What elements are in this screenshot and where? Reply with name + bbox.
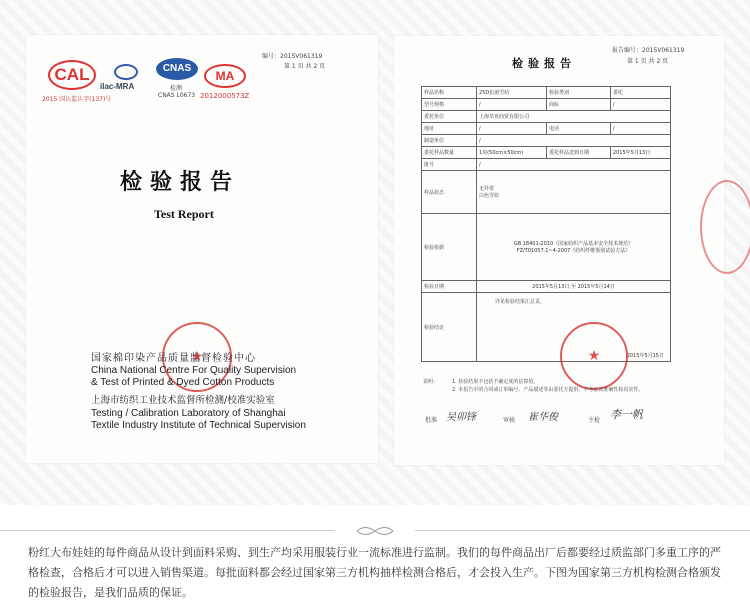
test-date-value: 2015年5月13日 至 2015年5月14日	[477, 281, 671, 293]
table-row	[422, 99, 671, 111]
cma-logo-caption: 2012000573Z	[200, 92, 250, 100]
cell-value: /	[477, 99, 547, 111]
cell-value: 25D抗菌雪纺	[477, 87, 547, 99]
test-date-label: 检验日期	[422, 281, 477, 293]
table-row	[422, 281, 671, 293]
sample-state-label: 样品状态	[422, 171, 477, 214]
report-table	[421, 86, 671, 362]
institution-name-cn-1: 国家棉印染产品质量监督检验中心	[91, 353, 256, 364]
cover-subtitle: Test Report	[154, 207, 214, 221]
divider-ornament-icon	[355, 524, 395, 538]
cell-value: 上海莘亚商贸有限公司	[477, 111, 671, 123]
divider-left	[0, 530, 335, 531]
review-signature: 崔华俊	[528, 412, 558, 423]
cell-label: 委托样品数量	[422, 147, 477, 159]
basis-label: 检验依据	[422, 214, 477, 281]
institution-name-en-2b: Textile Industry Institute of Technical Supervision	[91, 420, 306, 431]
cover-title: 检验报告	[120, 169, 241, 195]
review-label: 审核	[503, 417, 516, 424]
cell-value-2: /	[610, 99, 670, 111]
table-row	[422, 293, 671, 362]
divider-right	[415, 530, 750, 531]
table-row	[422, 135, 671, 147]
ilac-mra-logo: ilac-MRA	[100, 64, 152, 96]
cell-label: 委托单位	[422, 111, 477, 123]
cell-value: /	[477, 159, 671, 171]
detail-page-number: 第 1 页 共 2 页	[627, 58, 669, 65]
cell-value: /	[477, 123, 547, 135]
issue-date: 2015年5月15日	[626, 353, 664, 359]
institution-name-en-1b: & Test of Printed & Dyed Cotton Products	[91, 377, 275, 388]
cover-report-number: 编号：2015V061319	[262, 53, 323, 60]
cell-label: 样品名称	[422, 87, 477, 99]
conclusion-label: 检验结论	[422, 293, 477, 362]
main-test-signature: 李一帆	[610, 408, 643, 421]
approve-signature: 吴卯锋	[446, 412, 476, 423]
cell-label: 制造单位	[422, 135, 477, 147]
table-row	[422, 214, 671, 281]
basis-value: GB 18401-2010《国家纺织产品基本安全技术规范》 FZ/T01057.1~4-2007《纺织纤维鉴别试验方法》	[477, 214, 671, 281]
cell-value: /	[477, 135, 671, 147]
sample-state-value: 无异常 白色雪纺	[477, 171, 671, 214]
detail-red-seal	[560, 322, 628, 390]
remark-1: 1. 检验结果不包括不确定度的估算值。	[452, 379, 539, 385]
cell-label-2: 检验类别	[546, 87, 610, 99]
institution-name-en-1a: China National Centre For Quality Supervision	[91, 365, 297, 376]
quality-description: 粉红大布娃娃的每件商品从设计到面料采购、到生产均采用服装行业一流标准进行监制。我们的每件商品出厂后都要经过质监部门多重工序的严格检查，合格后才可以进入销售渠道。每批面料都会经过国家第三方机构抽样检测合格后，才会投入生产。下图为国家第三方机构检测合格颁发的检验报告，是我们品质的保证。	[28, 546, 721, 599]
table-row	[422, 123, 671, 135]
remark-2: 2. 本报告中的合同或订单编号、产品描述等由委托方提供，不考虑其准确性和真实性。	[452, 387, 644, 393]
institution-name-en-2a: Testing / Calibration Laboratory of Shanghai	[91, 408, 286, 419]
detail-report-number: 报告编号：2015V061319	[612, 47, 685, 54]
cell-label: 型号规格	[422, 99, 477, 111]
cal-logo: CAL	[48, 60, 96, 90]
approve-label: 批准	[425, 417, 438, 424]
conclusion-value: 详见检验结果汇总页。 2015年5月15日	[477, 293, 671, 362]
cnas-caption-1: 检测	[170, 85, 183, 92]
cell-value-2: 委托	[610, 87, 670, 99]
cell-value: 1块(50cm×50cm)	[477, 147, 547, 159]
table-row	[422, 171, 671, 214]
cell-label-2: 委托样品送到日期	[546, 147, 610, 159]
detail-title: 检验报告	[512, 57, 576, 70]
table-row	[422, 111, 671, 123]
table-row	[422, 87, 671, 99]
cell-label: 地址	[422, 123, 477, 135]
cnas-logo: CNAS	[156, 58, 198, 80]
table-row	[422, 147, 671, 159]
cell-label-2: 电话	[546, 123, 610, 135]
cell-value-2: 2015年5月13日	[610, 147, 670, 159]
institution-name-cn-2: 上海市纺织工业技术监督所检测/校准实验室	[91, 395, 275, 406]
edge-red-seal	[700, 180, 750, 274]
main-test-label: 主检	[588, 417, 601, 424]
cell-label: 批号	[422, 159, 477, 171]
cal-logo-caption: 2015 国认监认字(137)号	[42, 96, 112, 103]
cell-value-2: /	[610, 123, 670, 135]
table-row	[422, 159, 671, 171]
remark-label: 说明：	[423, 379, 439, 385]
cover-page-number: 第 1 页 共 2 页	[284, 63, 326, 70]
cnas-caption-2: CNAS L0673	[158, 92, 196, 99]
cma-logo: MA	[204, 64, 246, 88]
cell-label-2: 商标	[546, 99, 610, 111]
